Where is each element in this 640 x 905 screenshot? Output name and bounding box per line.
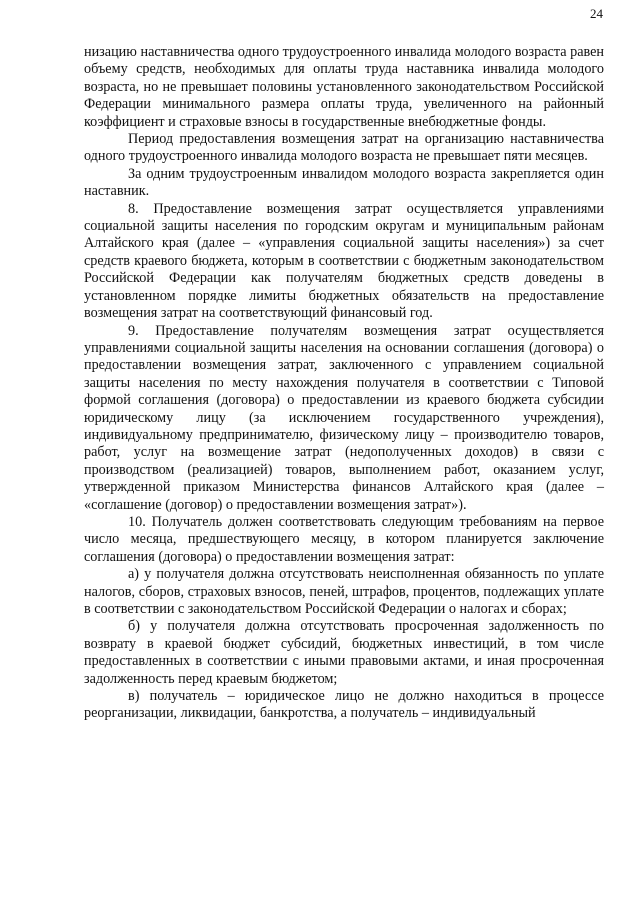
paragraph-item-10: 10. Получатель должен соответствовать следующим требованиям на первое число месяца, предшествующего месяцу, в котором планируется заключение соглашения (договора) о предоставлении возмещения затрат: [84,513,604,565]
paragraph-mentoring-period: Период предоставления возмещения затрат на организацию наставничества одного трудоустроенного инвалида молодого возраста не превышает пяти месяцев. [84,131,604,165]
document-body [84,44,604,723]
paragraph-one-mentor: За одним трудоустроенным инвалидом молодого возраста закрепляется один наставник. [84,165,604,200]
paragraph-subitem-a: а) у получателя должна отсутствовать неисполненная обязанность по уплате налогов, сборов, страховых взносов, пеней, штрафов, процентов, подлежащих уплате в соответствии с законодательством Российской Федерации о налогах и сборах; [84,566,604,617]
paragraph-subitem-b: б) у получателя должна отсутствовать просроченная задолженность по возврату в краевой бюджет субсидий, бюджетных инвестиций, в том числе предоставленных в соответствии с иными правовыми актами, и иная просроченная задолженность перед краевым бюджетом; [84,618,604,687]
paragraph-item-9: 9. Предоставление получателям возмещения затрат осуществляется управлениями социальной защиты населения на основании соглашения (договора) о предоставлении возмещения затрат, заключенного с управлением социальной защиты населения по месту нахождения получателя в соответствии с Типовой формой соглашения (договора) о предоставлении из краевого бюджета субсидии юридическому лицу (за исключением государственного учреждения), индивидуальному предпринимателю, физическому лицу – производителю товаров, работ, услуг на возмещение затрат (недополученных доходов) в связи с производством (реализацией) товаров, выполнением работ, оказанием услуг, утвержденной приказом Министерства финансов Алтайского края (далее – «соглашение (договор) о предоставлении возмещения затрат»). [84,322,604,513]
paragraph-continuation: низацию наставничества одного трудоустроенного инвалида молодого возраста равен объему средств, необходимых для оплаты труда наставника инвалида молодого возраста, но не превышает половины установленного законодательством Российской Федерации минимального размера оплаты труда, увеличенного на районный коэффициент и страховые взносы в государственные внебюджетные фонды. [84,44,604,130]
page-number: 24 [590,6,603,21]
paragraph-subitem-v: в) получатель – юридическое лицо не должно находиться в процессе реорганизации, ликвидации, банкротства, а получатель – индивидуальный [84,688,604,722]
paragraph-item-8: 8. Предоставление возмещения затрат осуществляется управлениями социальной защиты населения по городским округам и муниципальным районам Алтайского края (далее – «управления социальной защиты населения») за счет средств краевого бюджета, которым в соответствии с бюджетным законодательством Российской Федерации как получателям бюджетных средств доведены в установленном порядке лимиты бюджетных обязательств на предоставление возмещения затрат на соответствующий финансовый год. [84,200,604,322]
